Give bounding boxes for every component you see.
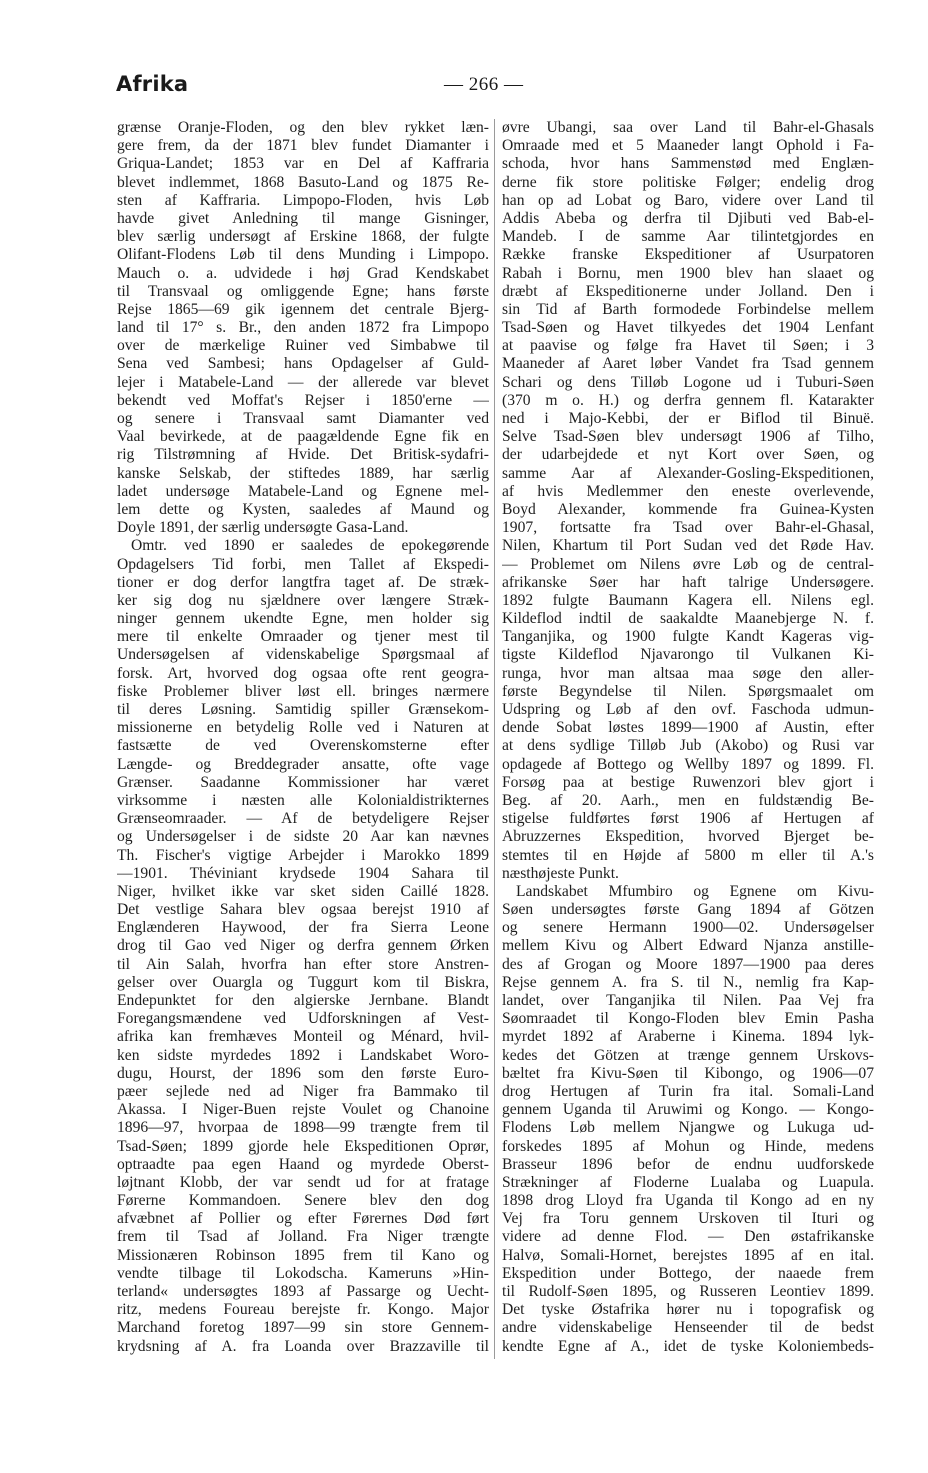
text-line: Søen undersøgtes første Gang 1894 af Götzen <box>502 901 874 919</box>
text-line: Grænser. Saadanne Kommissioner har været <box>117 773 489 791</box>
right-text-column <box>502 119 874 1356</box>
text-line: kedes det Götzen at trænge gennem Urskovs- <box>502 1046 874 1064</box>
text-line: Vej fra Toru gennem Urskoven til Ituri og <box>502 1210 874 1228</box>
text-line: til Transvaal og omliggende Egne; hans første <box>117 282 489 300</box>
text-line: Det vestlige Sahara blev ogsaa berejst 1910 af <box>117 901 489 919</box>
text-line: fastsætte de ved Overenskomsterne efter <box>117 737 489 755</box>
text-line: Marchand foretog 1897—99 sin store Gennem- <box>117 1319 489 1337</box>
text-line: ritz, medens Foureau berejste fr. Kongo. Major <box>117 1301 489 1319</box>
text-line: pæer sejlede ned ad Niger fra Bammako til <box>117 1082 489 1100</box>
text-line: stemtes til en Højde af 5800 m eller til A.'s <box>502 846 874 864</box>
text-line: kanske Selskab, der stiftedes 1889, har særlig <box>117 464 489 482</box>
text-line: lejer i Matabele-Land — der allerede var blevet <box>117 373 489 391</box>
text-line: Selve Tsad-Søen blev undersøgt 1906 af Tilho, <box>502 428 874 446</box>
text-line: Opdagelsers Tid forbi, men Tallet af Ekspedi- <box>117 555 489 573</box>
text-line: over de mærkelige Ruiner ved Simbabwe til <box>117 337 489 355</box>
text-line: sin Tid af Barth formodede Forbindelse mellem <box>502 300 874 318</box>
text-line: stigelse fuldførtes først 1906 af Hertugen af <box>502 810 874 828</box>
text-line: Landskabet Mfumbiro og Egnene om Kivu- <box>516 882 874 900</box>
text-line: lem dette og Kysten, saaledes af Maund og <box>117 500 489 518</box>
text-line: Flodens Løb mellem Njangwe og Lukuga ud- <box>502 1119 874 1137</box>
text-line: Rejse 1865—69 gik igennem det centrale Bjerg- <box>117 300 489 318</box>
text-line: Brasseur 1896 befor de endnu uudforskede <box>502 1155 874 1173</box>
text-line: Endepunktet for den algierske Jernbane. Blandt <box>117 992 489 1009</box>
text-line: Missionæren Robinson 1895 frem til Kano og <box>117 1246 489 1264</box>
text-line: at dens sydlige Tilløb Jub (Akobo) og Rusi var <box>502 737 874 755</box>
text-line: Griqua-Landet; 1853 var en Del af Kaffraria <box>117 155 489 173</box>
page-number: — 266 — <box>444 74 524 95</box>
text-line: afrikanske Søer har haft talrige Undersøgere. <box>502 573 874 591</box>
text-line: dræbt af Ekspeditionerne under Jolland. Den i <box>502 282 874 300</box>
text-line: Strækninger af Floderne Lualaba og Luapula. <box>502 1173 874 1191</box>
text-line: opdagede af Bottego og Wellby 1897 og 1899. Fl. <box>502 755 874 773</box>
text-line: myrdet 1892 af Araberne i Kinema. 1894 lyk- <box>502 1028 874 1046</box>
text-line: terland« undersøgtes 1893 af Passarge og Uecht- <box>117 1283 489 1300</box>
left-text-column <box>117 119 489 1356</box>
text-line: Forsøg paa at bestige Ruwenzori blev gjort i <box>502 773 874 791</box>
text-line: virksomme i næsten alle Kolonialdistrikternes <box>117 791 489 809</box>
text-line: Tanganjika, og 1900 fulgte Kandt Kageras vig- <box>502 628 874 646</box>
text-line: 1896—97, hvorpaa de 1898—99 trængte frem til <box>117 1119 489 1137</box>
text-line: mellem Kivu og Albert Edward Njanza anstille- <box>502 937 874 955</box>
text-line: dugu, Hourst, der 1896 som den første Euro- <box>117 1064 489 1082</box>
text-line: ker sig dog nu sjældnere over længere Stræk- <box>117 591 489 609</box>
text-line: kendte Egne af A., idet de tyske Koloniembeds- <box>502 1337 874 1355</box>
text-line: første Begyndelse til Nilen. Spørgsmaalet om <box>502 682 874 700</box>
text-line: til Rudolf-Søen 1895, og Russeren Leontiev 1899. <box>502 1283 874 1300</box>
text-line: Vaal bevirkede, at de paagældende Egne fik en <box>117 428 489 446</box>
text-line: Nilen, Khartum til Port Sudan ved det Røde Hav. <box>502 537 874 555</box>
text-line: bekendt ved Moffat's Rejser i 1850'erne — <box>117 391 489 409</box>
text-line: Søomraadet til Kongo-Floden blev Emin Pasha <box>502 1010 874 1028</box>
text-line: schoda, hvor hans Sammenstød med Englæn- <box>502 155 874 173</box>
text-line: Beg. af 20. Aarh., men en fuldstændig Be- <box>502 791 874 809</box>
text-line: der udarbejdede et nyt Kort over Søen, og <box>502 446 874 464</box>
text-line: og senere i Transvaal samt Diamanter ved <box>117 410 489 427</box>
text-line: Tsad-Søen og Havet tilkyedes det 1904 Lenfant <box>502 319 874 337</box>
text-line: Englænderen Haywood, der fra Sierra Leone <box>117 919 489 937</box>
text-line: Omraade med et 5 Maaneder langt Ophold i Fa- <box>502 137 874 155</box>
text-line: Akassa. I Niger-Buen rejste Voulet og Chanoine <box>117 1101 489 1119</box>
text-line: blevet indlemmet, 1868 Basuto-Land og 1875 Re- <box>117 173 489 191</box>
text-line: havde givet Anledning til mange Gisninger, <box>117 209 489 227</box>
text-line: dende Sobat løstes 1899—1900 af Austin, efter <box>502 719 874 737</box>
text-line: bæltet fra Kivu-Søen til Kibongo, og 1906—07 <box>502 1064 874 1082</box>
text-line: runga, hvor man altsaa maa søge den aller- <box>502 664 874 682</box>
text-line: Rejse gennem A. fra S. til N., nemlig fra Kap- <box>502 973 874 991</box>
text-line: tioner er dog derfor langtfra taget af. De stræk- <box>117 573 489 591</box>
text-line: sten af Kaffraria. Limpopo-Floden, hvis Løb <box>117 191 489 209</box>
text-line: Undersøgelsen af videnskabelige Spørgsmaal af <box>117 646 489 664</box>
text-line: til Ain Salah, hvorfra han efter store Anstren- <box>117 955 489 973</box>
text-line: Førerne Kommandoen. Senere blev den dog <box>117 1192 489 1210</box>
text-line: samme Aar af Alexander-Gosling-Ekspeditionen, <box>502 464 874 482</box>
text-line: Grænseomraader. — Af de betydeligere Rejser <box>117 810 489 828</box>
text-line: tigste Kildeflod Njavarongo til Vulkanen Ki- <box>502 646 874 664</box>
text-line: forskedes 1895 af Mohun og Hinde, medens <box>502 1137 874 1155</box>
text-line: land til 17° s. Br., den anden 1872 fra Limpopo <box>117 319 489 337</box>
text-line: 1907, fortsatte fra Tsad over Bahr-el-Ghasal, <box>502 519 874 537</box>
text-line: blev særlig undersøgt af Erskine 1868, der fulgte <box>117 228 489 246</box>
text-line: Udspring og Løb af den ovf. Faschoda udmun- <box>502 701 874 718</box>
text-line: gennem Uganda til Aruwimi og Kongo. — Kongo- <box>502 1101 874 1119</box>
text-line: mere til enkelte Omraader og tjener mest til <box>117 628 489 646</box>
text-line: Abruzzernes Ekspedition, hvorved Bjerget be- <box>502 828 874 846</box>
text-line: øvre Ubangi, saa over Land til Bahr-el-Ghasals <box>502 119 874 136</box>
text-line: han op ad Lobat og Baro, videre over Land til <box>502 191 874 209</box>
text-line: Ekspedition under Bottego, der naaede frem <box>502 1264 874 1282</box>
text-line: Mauch o. a. udvidede i høj Grad Kendskabet <box>117 264 489 282</box>
text-line: vendte tilbage til Lokodscha. Kameruns »Hin- <box>117 1264 489 1282</box>
text-line: ninger gennem ukendte Egne, men holder sig <box>117 610 489 628</box>
text-line: missionerne en betydelig Rolle ved i Naturen at <box>117 719 489 737</box>
text-line: rig Tilstrømning af Hvide. Det Britisk-sydafri- <box>117 446 489 464</box>
text-line: drog Hertugen af Turin fra ital. Somali-Land <box>502 1082 874 1100</box>
text-line: Mandeb. I de samme Aar tilintetgjordes en <box>502 228 874 246</box>
text-line: og Undersøgelser i de sidste 20 Aar kan nævnes <box>117 828 489 846</box>
text-line: næsthøjeste Punkt. <box>502 864 619 882</box>
text-line: Boyd Alexander, kommende fra Guinea-Kysten <box>502 500 874 518</box>
column-divider <box>494 119 495 1359</box>
text-line: Rabah i Bornu, men 1900 blev han slaaet og <box>502 264 874 282</box>
text-line: afvæbnet af Pollier og efter Førernes Død ført <box>117 1210 489 1228</box>
text-line: forsk. Art, hvorved dog ogsaa ofte rent geogra- <box>117 664 489 682</box>
text-line: ned i Majo-Kebbi, der er Biflod til Binuë. <box>502 410 874 427</box>
text-line: Kildeflod indtil de saakaldte Maanebjerge N. f. <box>502 610 874 628</box>
text-line: des af Grogan og Moore 1897—1900 paa deres <box>502 955 874 973</box>
text-line: 1892 fulgte Baumann Kagera ell. Nilens egl. <box>502 591 874 609</box>
text-line: og senere Hermann 1900—02. Undersøgelser <box>502 919 874 937</box>
text-line: Omtr. ved 1890 er saaledes de epokegørende <box>131 537 489 555</box>
text-line: ladet undersøge Matabele-Land og Egnene mel- <box>117 482 489 500</box>
text-line: at paavise og følge fra Havet til Søen; i 3 <box>502 337 874 355</box>
text-line: fiske Problemer bliver løst ell. bringes nærmere <box>117 682 489 700</box>
text-line: (370 m o. H.) og derfra gennem fl. Katarakter <box>502 391 874 409</box>
text-line: optraadte paa egen Haand og myrdede Oberst- <box>117 1155 489 1173</box>
text-line: Maaneder af Aaret løber Vandet fra Tsad gennem <box>502 355 874 373</box>
text-line: Addis Abeba og derfra til Djibuti ved Bab-el- <box>502 209 874 227</box>
text-line: landet, over Tanganjika til Nilen. Paa Vej fra <box>502 992 874 1009</box>
text-line: andre videnskabelige Henseender til de bedst <box>502 1319 874 1337</box>
text-line: Th. Fischer's vigtige Arbejder i Marokko 1899 <box>117 846 489 864</box>
running-head: Afrika <box>116 72 189 96</box>
text-line: gere frem, da der 1871 blev fundet Diamanter i <box>117 137 489 155</box>
text-line: videre ad denne Flod. — Den østafrikanske <box>502 1228 874 1246</box>
page-header <box>0 72 928 102</box>
text-line: frem til Tsad af Jolland. Fra Niger trængte <box>117 1228 489 1246</box>
text-line: —1901. Théviniant krydsede 1904 Sahara til <box>117 864 489 882</box>
text-line: Olifant-Flodens Løb til dens Munding i Limpopo. <box>117 246 489 264</box>
text-line: drog til Gao ved Niger og derfra gennem Ørken <box>117 937 489 955</box>
text-line: grænse Oranje-Floden, og den blev rykket læn- <box>117 119 489 136</box>
text-line: Foregangsmændene ved Udforskningen af Vest- <box>117 1010 489 1028</box>
text-line: Længde- og Breddegrader ansatte, ofte vage <box>117 755 489 773</box>
text-line: gelser over Ouargla og Tuggurt kom til Biskra, <box>117 973 489 991</box>
text-line: afrika kan fremhæves Monteil og Ménard, hvil- <box>117 1028 489 1046</box>
text-line: Tsad-Søen; 1899 gjorde hele Ekspeditionen Oprør, <box>117 1137 489 1155</box>
text-line: Doyle 1891, der særlig undersøgte Gasa-Land. <box>117 519 409 537</box>
text-line: 1898 drog Lloyd fra Uganda til Kongo ad en ny <box>502 1192 874 1210</box>
text-line: — Problemet om Nilens øvre Løb og de central- <box>502 555 874 573</box>
text-line: Schari og dens Tilløb Logone ud i Tuburi-Søen <box>502 373 874 391</box>
text-line: Niger, hvilket ikke var sket siden Caillé 1828. <box>117 882 489 900</box>
text-line: til deres Løsning. Samtidig spiller Grænsekom- <box>117 701 489 718</box>
text-line: Række franske Ekspeditioner af Usurpatoren <box>502 246 874 264</box>
text-line: af hvis Medlemmer den eneste overlevende, <box>502 482 874 500</box>
text-line: Det tyske Østafrika hører nu i topografisk og <box>502 1301 874 1319</box>
text-line: derne fik store politiske Følger; endelig drog <box>502 173 874 191</box>
text-line: ken sidste myrdedes 1892 i Landskabet Woro- <box>117 1046 489 1064</box>
text-line: Halvø, Somali-Hornet, berejstes 1895 af en ital. <box>502 1246 874 1264</box>
text-line: krydsning af A. fra Loanda over Brazzaville til <box>117 1337 489 1355</box>
text-line: løjtnant Klobb, der var sendt ud for at fratage <box>117 1173 489 1191</box>
text-line: Sena ved Sambesi; hans Opdagelser af Guld- <box>117 355 489 373</box>
